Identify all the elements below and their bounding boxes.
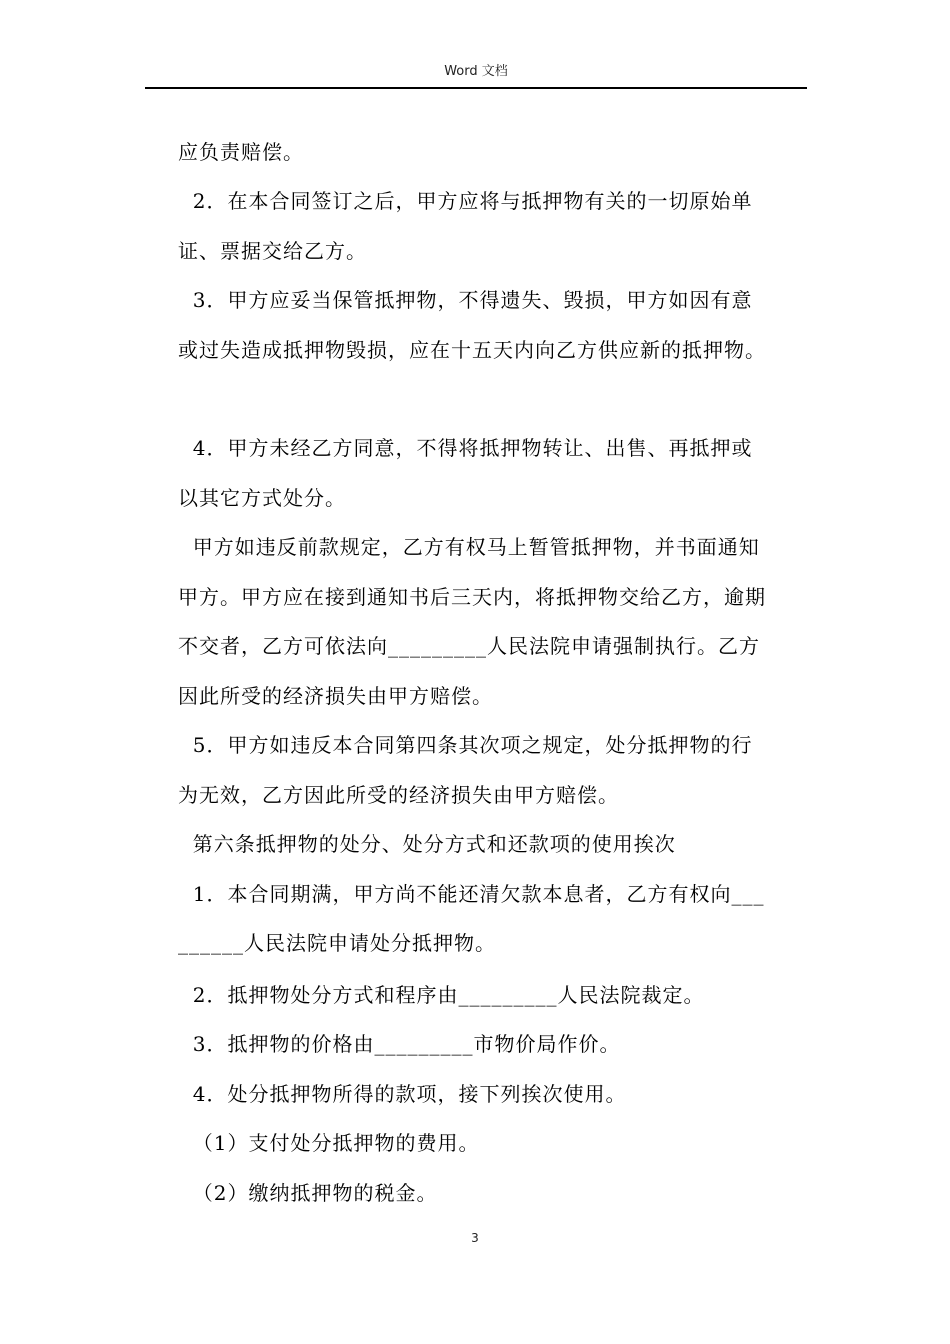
text-line: 4．甲方未经乙方同意，不得将抵押物转让、出售、再抵押或 xyxy=(178,436,753,460)
text-line: 不交者，乙方可依法向_________人民法院申请强制执行。乙方 xyxy=(178,634,760,658)
page-header: Word 文档 xyxy=(444,64,508,79)
text-line: 2．在本合同签订之后，甲方应将与抵押物有关的一切原始单 xyxy=(178,189,753,213)
text-line: 3．甲方应妥当保管抵押物，不得遗失、毁损，甲方如因有意 xyxy=(178,288,753,312)
header-divider xyxy=(145,87,807,89)
text-line: 1．本合同期满，甲方尚不能还清欠款本息者，乙方有权向___ xyxy=(178,882,765,906)
text-line: 以其它方式处分。 xyxy=(178,486,346,510)
text-line: 甲方。甲方应在接到通知书后三天内，将抵押物交给乙方，逾期 xyxy=(178,585,766,609)
text-line: 应负责赔偿。 xyxy=(178,140,304,164)
text-line: 为无效，乙方因此所受的经济损失由甲方赔偿。 xyxy=(178,783,619,807)
text-line: 2．抵押物处分方式和程序由_________人民法院裁定。 xyxy=(178,983,705,1007)
text-line: 4．处分抵押物所得的款项，接下列挨次使用。 xyxy=(178,1082,627,1106)
text-line: ______人民法院申请处分抵押物。 xyxy=(178,931,496,955)
text-line: （2）缴纳抵押物的税金。 xyxy=(178,1181,438,1205)
page-number: 3 xyxy=(471,1231,479,1245)
text-line: （1）支付处分抵押物的费用。 xyxy=(178,1131,480,1155)
text-line: 5．甲方如违反本合同第四条其次项之规定，处分抵押物的行 xyxy=(178,733,753,757)
text-line: 3．抵押物的价格由_________市物价局作价。 xyxy=(178,1032,621,1056)
text-line: 甲方如违反前款规定，乙方有权马上暂管抵押物，并书面通知 xyxy=(178,535,760,559)
text-line: 证、票据交给乙方。 xyxy=(178,239,367,263)
text-line: 因此所受的经济损失由甲方赔偿。 xyxy=(178,684,493,708)
text-line: 第六条抵押物的处分、处分方式和还款项的使用挨次 xyxy=(178,832,676,856)
text-line: 或过失造成抵押物毁损，应在十五天内向乙方供应新的抵押物。 xyxy=(178,338,766,362)
